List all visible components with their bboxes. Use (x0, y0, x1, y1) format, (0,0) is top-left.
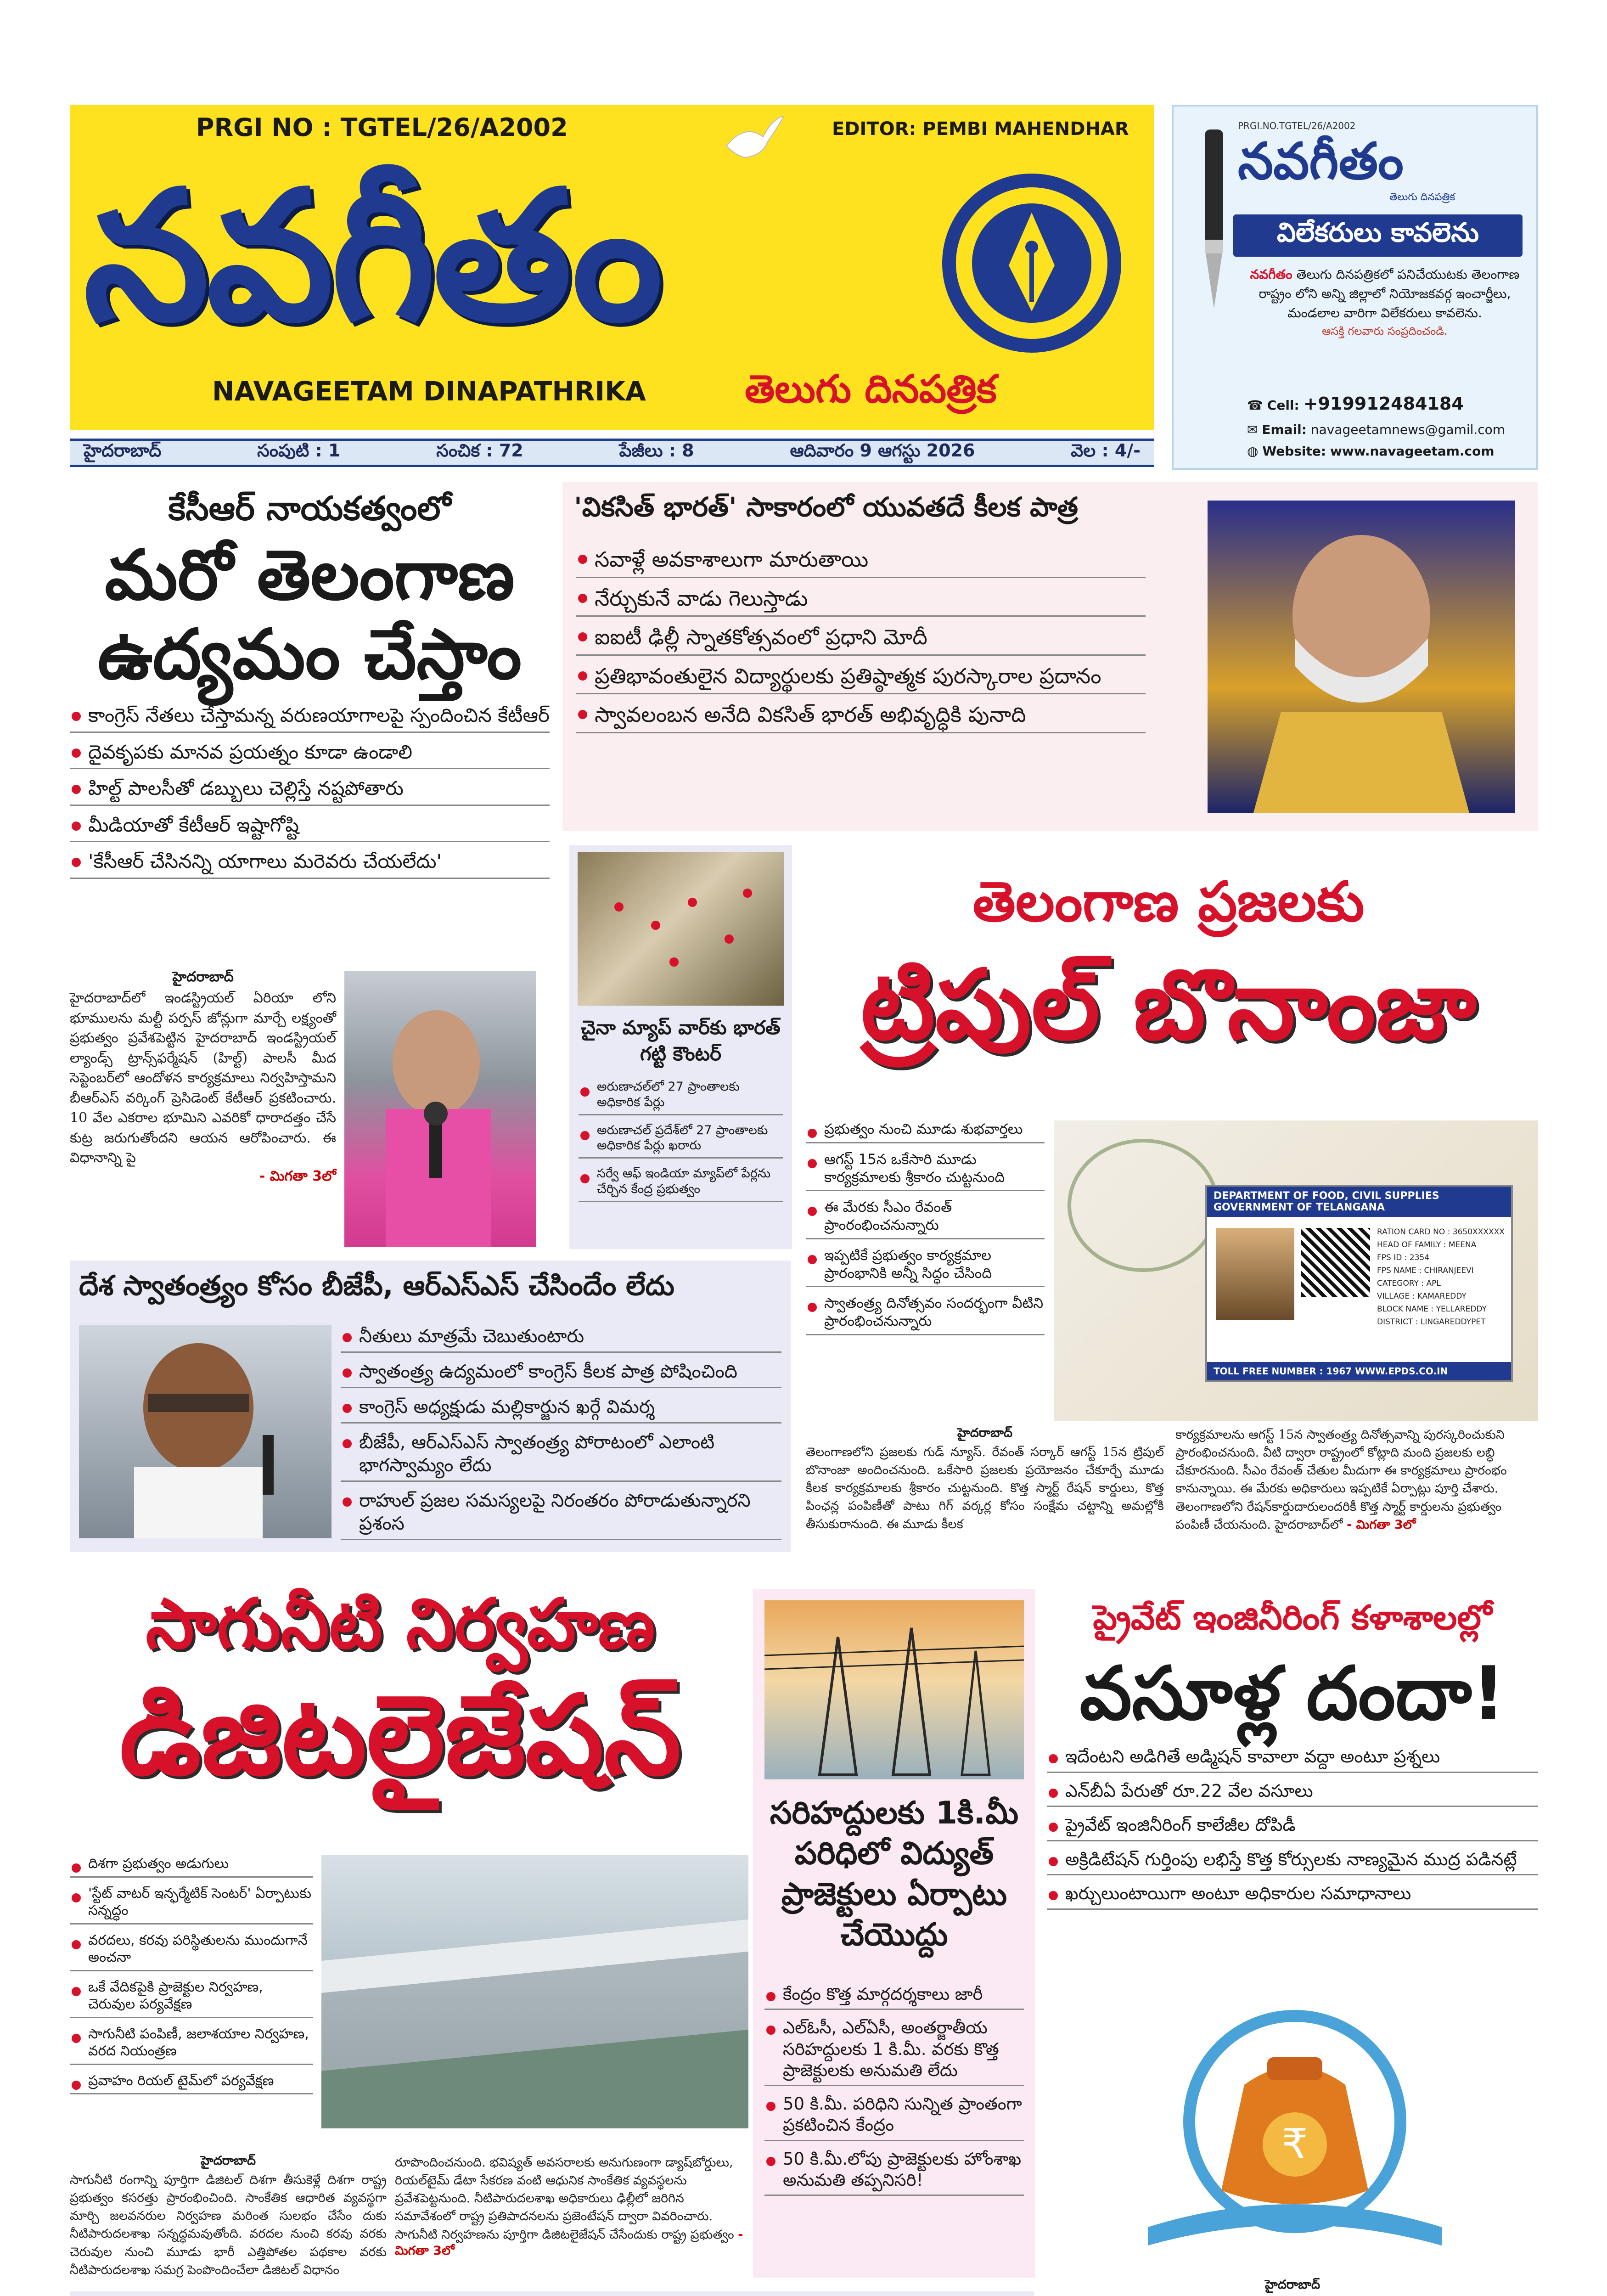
ad-cell-label: Cell: (1267, 398, 1299, 413)
bonanza-body-col-2 (1175, 1426, 1538, 1535)
list-item: అరుణాచల్‌లో 27 ప్రాంతాలకు అధికారిక పేర్లు (579, 1079, 783, 1115)
map-pins-icon (578, 852, 784, 1006)
person-speaking-icon (344, 971, 536, 1247)
card-holder-photo (1216, 1228, 1294, 1320)
prgi-number: PRGI NO : TGTEL/26/A2002 (196, 113, 568, 142)
list-item: ఖర్చులుంటాయిగా అంటూ అధికారుల సమాధానాలు (1047, 1883, 1538, 1910)
list-item: స్వాతంత్ర్య దినోత్సవం సందర్భంగా వీటిని ప్రారంభించనున్నారు (806, 1294, 1045, 1335)
list-item: 'కేసీఆర్ చేసినన్ని యాగాలు మరెవరు చేయలేదు' (70, 850, 550, 879)
card-row: RATION CARD NO : 3650XXXXXX (1377, 1227, 1505, 1237)
list-item: కాంగ్రెస్ నేతలు చేస్తామన్న వరుణయాగాలపై స్పందించిన కేటీఆర్ (70, 703, 550, 733)
meta-pages: పేజీలు : 8 (619, 440, 694, 461)
story-modi (562, 482, 1538, 831)
svg-text:₹: ₹ (1281, 2120, 1308, 2168)
engineering-headline: వసూళ్ల దందా! (1079, 1650, 1506, 1736)
list-item: ఎల్ఓసీ, ఎల్ఏసీ, అంతర్జాతీయ సరిహద్దులకు 1 కి.మీ. వరకు కొత్త ప్రాజెక్టులకు అనుమతి లేదు (764, 2017, 1024, 2086)
kharge-bullets (341, 1325, 781, 1548)
story-kharge (70, 1261, 791, 1552)
list-item: ప్రభుత్వం నుంచి మూడు శుభవార్తలు (806, 1120, 1045, 1143)
story-ktr (70, 484, 550, 999)
bonanza-body-1: తెలంగాణలోని ప్రజలకు గుడ్ న్యూస్. రేవంత్ సర్కార్ ఆగస్ట్ 15న ట్రిపుల్ బొనాంజా అందించనుంది. ఒకేసారి ప్రజలకు ప్రయోజనం చేకూర్చే మూడు కీలక కార్యక్రమాలకు శ్రీకారం చుట్టనుంది. కొత్త స్మార్ట్ రేషన్ కార్డులు, కొత్త పింఛన్ల పంపిణీతో పాటు గిగ్ వర్కర్ల కోసం సంక్షేమ చట్టాన్ని అమల్లోకి తీసుకురానుంది. ఈ మూడు కీలక (806, 1445, 1164, 1531)
ad-body-note: ఆసక్తి గలవారు సంప్రదించండి. (1322, 325, 1448, 338)
ad-website-label: Website: (1262, 444, 1326, 459)
card-header (1207, 1187, 1511, 1217)
ad-website[interactable]: www.navageetam.com (1330, 444, 1495, 459)
story-china (569, 845, 792, 1249)
engineering-bullets (1047, 1746, 1538, 1910)
list-item: ఇప్పటికే ప్రభుత్వం కార్యక్రమాల ప్రారంభానికి అన్నీ సిద్ధం చేసింది (806, 1247, 1045, 1288)
bonanza-bullets (806, 1120, 1045, 1343)
list-item: అరుణాచల్ ప్రదేశ్‌లో 27 ప్రాంతాలకు అధికారిక పేర్లు ఖరారు (579, 1123, 783, 1159)
card-row: HEAD OF FAMILY : MEENA (1377, 1240, 1477, 1250)
meta-price: వెల : 4/- (1071, 440, 1141, 461)
ad-body-lead: నవగీతం (1250, 267, 1292, 282)
irrigation-body-col-1 (70, 2154, 387, 2279)
irrigation-body-2: రూపొందించనుంది. భవిష్యత్ అవసరాలకు అనుగుణంగా డ్యాష్‌బోర్డులు, రియల్‌టైమ్ డేటా సేకరణ వంటి ఆధునిక సాంకేతిక వ్యవస్థలను ప్రవేశపెట్టనుంది. నీటిపారుదలశాఖ అధికారులు ఢిల్లీలో జరిగిన సమావేశంలో రాష్ట్ర ప్రతిపాదనలను ప్రజెంటేషన్ ద్వారా వివరించారు. సాగునీటి నిర్వహణను పూర్తిగా డిజిటలైజేషన్ చేసేందుకు రాష్ట్ర ప్రభుత్వం (395, 2155, 734, 2242)
kharge-headline: దేశ స్వాతంత్ర్యం కోసం బీజేపీ, ఆర్ఎస్ఎస్ చేసిందేం లేదు (79, 1270, 674, 1302)
ad-cell-row (1247, 389, 1527, 419)
ktr-dateline: హైదరాబాద్ (172, 969, 234, 985)
ad-email[interactable]: navageetamnews@gamil.com (1310, 422, 1506, 437)
card-row: DISTRICT : LINGAREDDYPET (1377, 1317, 1486, 1327)
power-headline: సరిహద్దులకు 1కి.మీ పరిధిలో విద్యుత్ ప్రాజెక్టులు ఏర్పాటు చేయొద్దు (770, 1795, 1019, 1953)
engineering-dateline: హైదరాబాద్ (1264, 2278, 1320, 2292)
masthead-title: నవగీతం (84, 152, 660, 360)
ktr-headline-1: మరో తెలంగాణ (105, 535, 515, 615)
list-item: నేర్చుకునే వాడు గెలుస్తాడు (576, 585, 1146, 617)
modi-photo (1208, 501, 1515, 813)
bonanza-headline: ట్రిపుల్ బొనాంజా (860, 949, 1477, 1061)
irrigation-bullets (70, 1855, 313, 2102)
meta-issue: సంచిక : 72 (436, 440, 523, 461)
globe-icon: ◍ (1247, 444, 1259, 459)
list-item: వరదలు, కరవు పరిస్థితులను ముందుగానే అంచనా (70, 1932, 313, 1971)
list-item: నీతులు మాత్రమే చెబుతుంటారు (341, 1325, 781, 1353)
list-item: 50 కి.మీ. పరిధిని సున్నిత ప్రాంతంగా ప్రకటించిన కేంద్రం (764, 2093, 1024, 2141)
engineering-body-column (1047, 2278, 1538, 2296)
modi-headline: 'వికసిత్ భారత్' సాకారంలో యువతదే కీలక పాత్ర (574, 491, 1079, 523)
list-item: సవాళ్లే అవకాశాలుగా మారుతాయి (576, 546, 1146, 578)
list-item: స్వాతంత్ర్య ఉద్యమంలో కాంగ్రెస్ కీలక పాత్ర పోషించింది (341, 1360, 781, 1388)
bonanza-kicker: తెలంగాణ ప్రజలకు (972, 870, 1365, 934)
meta-volume: సంపుటి : 1 (257, 440, 341, 461)
list-item: స్వావలంబన అనేది వికసిత్ భారత్ అభివృద్ధికి పునాది (576, 702, 1146, 733)
ad-heading: విలేకరులు కావలెను (1233, 214, 1523, 257)
masthead-subtitle-te: తెలుగు దినపత్రిక (745, 366, 997, 411)
list-item: ఇదేంటని అడిగితే అడ్మిషన్ కావాలా వద్దా అంటూ ప్రశ్నలు (1047, 1746, 1538, 1773)
list-item: ఎన్‌బీఏ పేరుతో రూ.22 వేల వసూలు (1047, 1780, 1538, 1807)
person-portrait-icon (1208, 501, 1515, 813)
ad-cell[interactable]: +919912484184 (1303, 394, 1464, 414)
irrigation-body-col-2 (395, 2154, 748, 2261)
list-item: బీజేపీ, ఆర్ఎస్ఎస్ స్వాతంత్ర్య పోరాటంలో ఎలాంటి భాగస్వామ్యం లేదు (341, 1431, 781, 1482)
list-item: దైవకృపకు మానవ ప్రయత్నం కూడా ఉండాలి (70, 740, 550, 770)
card-row: FPS ID : 2354 (1377, 1253, 1430, 1263)
list-item: రాహుల్ ప్రజల సమస్యలపై నిరంతరం పోరాడుతున్నారని ప్రశంస (341, 1489, 781, 1540)
card-toll-free: TOLL FREE NUMBER : 1967 WWW.EPDS.CO.IN (1207, 1362, 1511, 1380)
card-row: VILLAGE : KAMAREDDY (1377, 1292, 1467, 1301)
china-map-photo (578, 852, 784, 1006)
money-book-illustration (1093, 2007, 1497, 2264)
list-item: ఆగస్ట్ 15న ఒకేసారి మూడు కార్యక్రమాలకు శ్రీకారం చుట్టనుంది (806, 1151, 1045, 1192)
meta-date: ఆదివారం 9 ఆగస్టు 2026 (790, 440, 975, 461)
pen-nib-logo-icon (942, 174, 1121, 353)
bonanza-continued: - మిగతా 3లో (1347, 1517, 1416, 1532)
power-tower-icon (764, 1600, 1024, 1779)
story-power (753, 1589, 1035, 2278)
ktr-bullets (70, 703, 550, 879)
irrigation-continued: - మిగతా 3లో (395, 2227, 743, 2258)
irrigation-dateline: హైదరాబాద్ (200, 2154, 256, 2168)
list-item: అక్రిడిటేషన్ గుర్తింపు లభిస్తే కొత్త కోర్సులకు నాణ్యమైన ముద్ర పడినట్లే (1047, 1849, 1538, 1876)
card-row: BLOCK NAME : YELLAREDDY (1377, 1305, 1487, 1314)
power-tower-photo (764, 1600, 1024, 1779)
list-item: కేంద్రం కొత్త మార్గదర్శకాలు జారీ (764, 1984, 1024, 2010)
dam-icon (321, 1855, 748, 2128)
masthead-subtitle-en: NAVAGEETAM DINAPATHRIKA (212, 376, 646, 407)
power-bullets (764, 1984, 1024, 2203)
list-item: కాంగ్రెస్ అధ్యక్షుడు మల్లికార్జున ఖర్గే విమర్శ (341, 1396, 781, 1424)
list-item: ప్రతిభావంతులైన విద్యార్థులకు ప్రతిష్ఠాత్మక పురస్కారాల ప్రదానం (576, 663, 1146, 695)
list-item: 'స్టేట్ వాటర్ ఇన్ఫర్మేటిక్ సెంటర్' ఏర్పాటుకు సన్నద్ధం (70, 1885, 313, 1925)
kharge-photo (79, 1325, 332, 1538)
list-item: దిశగా ప్రభుత్వం అడుగులు (70, 1855, 313, 1878)
ad-email-row (1247, 419, 1527, 441)
ktr-kicker: కేసీఆర్ నాయకత్వంలో (168, 489, 451, 528)
list-item: ప్రైవేట్ ఇంజినీరింగ్ కాలేజీల దోపిడీ (1047, 1814, 1538, 1841)
reporters-wanted-ad (1172, 105, 1538, 470)
ktr-photo (344, 971, 536, 1247)
person-speaking-icon (79, 1325, 332, 1538)
list-item: ఐఐటీ ఢిల్లీ స్నాతకోత్సవంలో ప్రధాని మోదీ (576, 624, 1146, 656)
qr-code-icon (1301, 1228, 1370, 1297)
list-item: ఈ మేరకు సీఎం రేవంత్ ప్రాంరంభించనున్నారు (806, 1199, 1045, 1239)
modi-bullets (576, 546, 1146, 741)
engineering-kicker: ప్రైవేట్ ఇంజినీరింగ్ కళాశాలల్లో (1093, 1598, 1492, 1638)
money-bag-book-icon (1093, 2007, 1497, 2264)
card-gov: GOVERNMENT OF TELANGANA (1214, 1202, 1385, 1213)
ration-card (1205, 1185, 1513, 1382)
list-item: సర్వే ఆఫ్ ఇండియా మ్యాప్‌లో పేర్లను చేర్చిన కేంద్ర ప్రభుత్వం (579, 1166, 783, 1202)
irrigation-headline: డిజిటలైజేషన్ (119, 1671, 681, 1800)
telangana-emblem-icon (1068, 1139, 1219, 1272)
card-dept: DEPARTMENT OF FOOD, CIVIL SUPPLIES (1214, 1190, 1439, 1202)
list-item: హిల్ట్ పాలసీతో డబ్బులు చెల్లిస్తే నష్టపోతారు (70, 777, 550, 806)
list-item: సాగునీటి పంపిణీ, జలాశయాల నిర్వహణ, వరద నియంత్రణ (70, 2026, 313, 2065)
card-row: CATEGORY : APL (1377, 1279, 1441, 1289)
list-item: 50 కి.మీ.లోపు ప్రాజెక్టులకు హోంశాఖ అనుమతి తప్పనిసరి! (764, 2149, 1024, 2196)
irrigation-kicker: సాగునీటి నిర్వహణ (146, 1584, 655, 1664)
issue-meta-bar (70, 439, 1154, 467)
bonanza-headline-block (799, 870, 1538, 1109)
meta-city: హైదరాబాద్ (84, 440, 162, 461)
china-bullets (579, 1079, 783, 1210)
editor-name: EDITOR: PEMBI MAHENDHAR (832, 118, 1129, 140)
card-details (1377, 1226, 1510, 1328)
irrigation-body-1: సాగునీటి రంగాన్ని పూర్తిగా డిజిటల్ దిశగా తీసుకెళ్లే దిశగా రాష్ట్ర ప్రభుత్వం కసరత్తు ప్రారంభించింది. సాంకేతిక ఆధారిత వ్యవస్థగా మార్చి జలవనరుల నిర్వహణ మరింత సులభం చేసేం దుకు నీటిపారుదలశాఖ సన్నద్ధమవుతోంది. వరదల నుంచి కరవు వరకు చెరువుల నుంచి మూడు భారీ ఎత్తిపోతల పథకాల వరకు నీటిపారుదలశాఖ సమగ్ర పెంపొందించేలా డిజిటల్ విధానం (70, 2173, 387, 2277)
ktr-headline-2: ఉద్యమం చేస్తాం (97, 614, 522, 695)
ad-email-label: Email: (1262, 422, 1307, 437)
list-item: ఒకే వేదికపైకి ప్రాజెక్టుల నిర్వహణ, చెరువుల పర్యవేక్షణ (70, 1979, 313, 2018)
list-item: ప్రవాహం రియల్ టైమ్‌లో పర్యవేక్షణ (70, 2072, 313, 2095)
card-row: FPS NAME : CHIRANJEEVI (1377, 1266, 1474, 1276)
email-icon: ✉ (1247, 422, 1258, 437)
ktr-body: హైదరాబాద్‌లో ఇండస్ట్రియల్ ఏరియా లోని భూములను మల్టీ పర్పస్ జోన్లుగా మార్చే లక్ష్యంతో ప్రభుత్వం ప్రవేశపెట్టిన హైదరాబాద్ ఇండస్ట్రియల్ ల్యాండ్స్ ట్రాన్స్‌ఫర్మేషన్ (హిల్ట్) పాలసీ మీద సెప్టెంబర్‌లో ఆందోళన కార్యక్రమాలు నిర్వహిస్తామని బీఆర్ఎస్ వర్కింగ్ ప్రెసిడెంట్ కేటీఆర్ ప్రకటించారు. 10 వేల ఎకరాల భూమిని ఎవరికో ధారాదత్తం చేసే కుట్ర జరుగుతోందని ఆయన ఆరోపించారు. ఈ విధానాన్ని పై (70, 990, 336, 1166)
ad-logo: నవగీతం (1238, 132, 1404, 191)
ad-contacts (1247, 389, 1527, 462)
masthead (70, 105, 1154, 430)
list-item: మీడియాతో కేటీఆర్ ఇష్టాగోష్టి (70, 813, 550, 843)
ration-card-photo (1054, 1120, 1538, 1421)
ad-website-row (1247, 440, 1527, 462)
ad-logo-sub: తెలుగు దినపత్రిక (1389, 191, 1455, 203)
ad-body: తెలుగు దినపత్రికలో పనిచేయుటకు తెలంగాణ రాష్ట్రం లోని అన్ని జిల్లాలో నియోజకవర్గ ఇంచార్జీలు, మండలాల వారిగా విలేకరులు కావలెను. (1259, 267, 1520, 321)
story-women (70, 2291, 1034, 2296)
ad-prgi: PRGI.NO.TGTEL/26/A2002 (1238, 120, 1356, 131)
ad-body-block (1247, 265, 1523, 339)
ktr-continued: - మిగతా 3లో (259, 1168, 336, 1184)
irrigation-headline-block (70, 1580, 731, 1846)
phone-icon: ☎ (1247, 398, 1263, 413)
bonanza-body-2: కార్యక్రమాలను ఆగస్ట్ 15న స్వాతంత్ర్య దినోత్సవాన్ని పురస్కరించుకుని ప్రారంభించనుంది. వీటి ద్వారా రాష్ట్రంలో కోట్లాది మంది ప్రజలకు లబ్ధి చేకూరనుంది. సీఎం రేవంత్ చేతుల మీదుగా ఈ కార్యక్రమాలు ప్రారంభం కానున్నాయి. ఈ మేరకు అధికారులు ఇప్పటికే ఏర్పాట్లు పూర్తి చేశారు. తెలంగాణలోని రేషన్‌కార్డుదారులందరికీ కొత్త స్మార్ట్ కార్డులను ప్రభుత్వం పంపిణీ చేయనుంది. హైదరాబాద్‌లో (1175, 1428, 1507, 1532)
china-headline: చైనా మ్యాప్ వార్‌కు భారత్ గట్టి కౌంటర్ (581, 1016, 781, 1065)
bonanza-dateline: హైదరాబాద్ (957, 1426, 1013, 1440)
bonanza-body-col-1 (806, 1426, 1164, 1533)
ktr-body-column (70, 969, 336, 1249)
dam-photo (321, 1855, 748, 2128)
